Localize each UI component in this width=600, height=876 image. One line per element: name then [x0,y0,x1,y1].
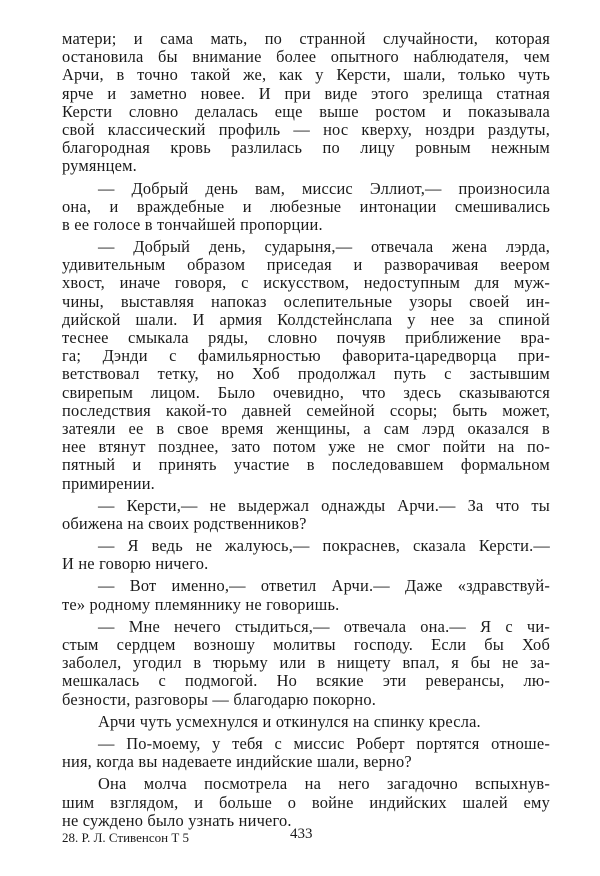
paragraph [62,713,550,731]
page-number: 433 [290,826,313,842]
paragraph [62,618,550,709]
paragraph [62,30,550,176]
paragraph [62,180,550,235]
text-line: — Керсти,— не выдержал однажды Арчи.— За что ты [98,495,550,515]
text-line: затеяли ее в свое время женщины, а сам лэрд оказался в [62,418,550,438]
text-line: в ее голосе в тончайшей пропорции. [62,214,323,234]
text-line: ветствовал тетку, но Хоб продолжал путь с застывшим [62,364,550,384]
text-line: те» родному племяннику не говоришь. [62,594,340,614]
text-line: заболел, угодил в тюрьму или в нищету впал, я бы не за- [62,653,550,673]
text-line: обижена на своих родственников? [62,513,307,533]
text-line: нее втянут позднее, зато потом уже не смог пойти на по- [62,437,550,457]
text-line: удивительным образом приседая и разворачивая веером [62,255,550,275]
text-line: — По-моему, у тебя с миссис Роберт портятся отноше- [98,733,550,753]
text-line: благородная кровь разлилась по лицу ровным нежным [62,138,550,158]
text-line: пятный и принять участие в последовавшем формальном [62,455,550,475]
text-line: Арчи, в точно такой же, как у Керсти, шали, только чуть [62,65,550,85]
text-line: Керсти словно делалась еще выше ростом и показывала [62,101,550,121]
text-line: свой классический профиль — нос кверху, ноздри раздуты, [62,119,550,139]
text-line: матери; и сама мать, по странной случайности, которая [62,29,550,48]
text-line: румянцем. [62,156,137,176]
text-line: свирепым лицом. Было очевидно, что здесь сказываются [62,382,550,402]
page-body-text [62,30,550,834]
text-line: — Мне нечего стыдиться,— отвечала она.— Я с чи- [98,616,550,636]
paragraph [62,537,550,573]
text-line: безности, разговоры — благодарю покорно. [62,689,377,709]
paragraph [62,497,550,533]
text-line: ярче и заметно новее. И при виде этого зрелища статная [62,83,550,103]
text-line: И не говорю ничего. [62,554,209,574]
paragraph [62,735,550,771]
text-line: ния, когда вы надеваете индийские шали, верно? [62,752,412,772]
text-line: дийской шали. И армия Колдстейнслапа у нее за спиной [62,309,550,329]
text-line: Она молча посмотрела на него загадочно вспыхнув- [98,774,550,794]
paragraph [62,577,550,613]
text-line: — Я ведь не жалуюсь,— покраснев, сказала Керсти.— [98,536,550,556]
printer-signature: 28. Р. Л. Стивенсон Т 5 [62,830,190,845]
text-line: — Вот именно,— ответил Арчи.— Даже «здравствуй- [98,576,550,596]
text-line: Арчи чуть усмехнулся и откинулся на спинку кресла. [98,711,481,731]
text-line: теснее смыкала ряды, словно почуяв приближение вра- [62,328,550,347]
text-line: чины, выставляя напоказ ослепительные узоры своей ин- [62,291,550,311]
text-line: — Добрый день вам, миссис Эллиот,— произносила [98,178,550,198]
text-line: га; Дэнди с фамильярностью фаворита-царедворца при- [62,346,550,366]
text-line: хвост, иначе говоря, с искусством, недоступным для муж- [62,273,550,293]
text-line: мешкалась с подмогой. Но всякие эти реверансы, лю- [62,671,550,691]
paragraph [62,238,550,493]
text-line: она, и враждебные и любезные интонации смешивались [62,196,550,216]
page-footer [62,826,550,846]
text-line: последствия какой-то давней семейной ссоры; быть может, [62,400,550,420]
text-line: — Добрый день, сударыня,— отвечала жена лэрда, [98,237,550,257]
text-line: стым сердцем возношу молитвы господу. Если бы Хоб [62,635,550,654]
text-line: шим взглядом, и больше о войне индийских шалей ему [62,792,550,812]
text-line: остановила бы внимание более опытного наблюдателя, чем [62,47,550,67]
text-line: примирении. [62,473,155,493]
paragraph [62,775,550,830]
text-line: не суждено было узнать ничего. [62,810,292,830]
